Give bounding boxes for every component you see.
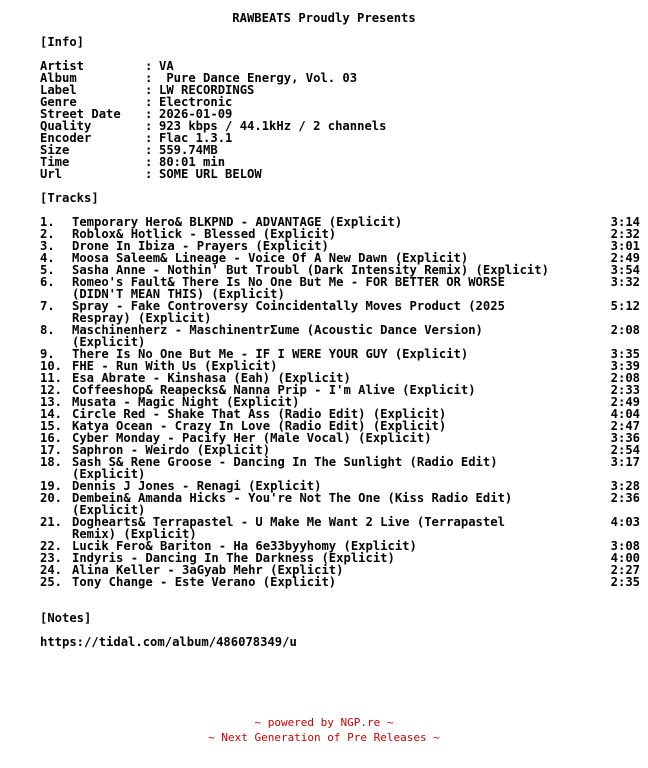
track-title-continued: (Explicit) <box>72 503 146 517</box>
info-colon: : <box>145 59 153 73</box>
track-duration: 2:54 <box>610 443 640 457</box>
track-title: Tony Change - Este Verano (Explicit) <box>72 575 337 589</box>
track-duration: 4:00 <box>610 551 640 565</box>
info-colon: : <box>145 155 153 169</box>
track-duration: 2:08 <box>610 323 640 337</box>
track-title: Cyber Monday - Pacify Her (Male Vocal) (Explicit) <box>72 431 432 445</box>
track-number: 6. <box>40 275 55 289</box>
track-number: 12. <box>40 383 63 397</box>
track-number: 23. <box>40 551 63 565</box>
info-value: Flac 1.3.1 <box>159 131 233 145</box>
info-key: Encoder <box>40 131 92 145</box>
info-section-heading: [Info] <box>40 35 85 49</box>
track-title: Coffeeshop& Reapecks& Nanna Prip - I'm Alive (Explicit) <box>72 383 476 397</box>
track-number: 14. <box>40 407 63 421</box>
track-title: Musata - Magic Night (Explicit) <box>72 395 300 409</box>
track-duration: 2:33 <box>610 383 640 397</box>
info-key: Time <box>40 155 70 169</box>
track-title: Moosa Saleem& Lineage - Voice Of A New Dawn (Explicit) <box>72 251 469 265</box>
track-title: Dembein& Amanda Hicks - You're Not The One (Kiss Radio Edit) <box>72 491 513 505</box>
track-title: Doghearts& Terrapastel - U Make Me Want 2 Live (Terrapastel <box>72 515 505 529</box>
track-number: 7. <box>40 299 55 313</box>
track-duration: 2:36 <box>610 491 640 505</box>
track-number: 13. <box>40 395 63 409</box>
tracks-section-heading: [Tracks] <box>40 191 99 205</box>
track-title: There Is No One But Me - IF I WERE YOUR GUY (Explicit) <box>72 347 469 361</box>
track-number: 17. <box>40 443 63 457</box>
track-title-continued: Respray) (Explicit) <box>72 311 212 325</box>
track-number: 21. <box>40 515 63 529</box>
track-number: 24. <box>40 563 63 577</box>
track-number: 22. <box>40 539 63 553</box>
track-title: Indyris - Dancing In The Darkness (Explicit) <box>72 551 395 565</box>
track-duration: 3:36 <box>610 431 640 445</box>
track-duration: 3:17 <box>610 455 640 469</box>
track-number: 10. <box>40 359 63 373</box>
track-title: Temporary Hero& BLKPND - ADVANTAGE (Explicit) <box>72 215 403 229</box>
track-duration: 2:27 <box>610 563 640 577</box>
info-key: Label <box>40 83 77 97</box>
track-title: Roblox& Hotlick - Blessed (Explicit) <box>72 227 337 241</box>
track-title: Romeo's Fault& There Is No One But Me - FOR BETTER OR WORSE <box>72 275 505 289</box>
track-title-continued: (Explicit) <box>72 467 146 481</box>
info-value: Electronic <box>159 95 233 109</box>
info-colon: : <box>145 143 153 157</box>
track-number: 2. <box>40 227 55 241</box>
track-title: Dennis J Jones - Renagi (Explicit) <box>72 479 322 493</box>
info-value: 2026-01-09 <box>159 107 233 121</box>
track-duration: 2:35 <box>610 575 640 589</box>
footer-tagline: ~ Next Generation of Pre Releases ~ <box>208 731 440 744</box>
info-value: LW RECORDINGS <box>159 83 255 97</box>
track-duration: 3:39 <box>610 359 640 373</box>
track-duration: 3:54 <box>610 263 640 277</box>
info-colon: : <box>145 95 153 109</box>
track-title: Spray - Fake Controversy Coincidentally Moves Product (2025 <box>72 299 505 313</box>
track-title: Sash S& Rene Groose - Dancing In The Sunlight (Radio Edit) <box>72 455 498 469</box>
track-number: 11. <box>40 371 63 385</box>
info-key: Album <box>40 71 77 85</box>
info-value: VA <box>159 59 174 73</box>
info-value: 923 kbps / 44.1kHz / 2 channels <box>159 119 387 133</box>
info-key: Street Date <box>40 107 121 121</box>
track-number: 9. <box>40 347 55 361</box>
track-number: 3. <box>40 239 55 253</box>
track-duration: 3:28 <box>610 479 640 493</box>
track-title: Maschinenherz - MaschinentrΣume (Acoustic Dance Version) <box>72 323 483 337</box>
track-duration: 2:49 <box>610 251 640 265</box>
info-value: Pure Dance Energy, Vol. 03 <box>159 71 358 85</box>
track-number: 19. <box>40 479 63 493</box>
info-key: Url <box>40 167 63 181</box>
track-duration: 3:35 <box>610 347 640 361</box>
info-value: 80:01 min <box>159 155 226 169</box>
info-value: 559.74MB <box>159 143 218 157</box>
track-title: Drone In Ibiza - Prayers (Explicit) <box>72 239 329 253</box>
track-duration: 3:01 <box>610 239 640 253</box>
track-duration: 4:04 <box>610 407 640 421</box>
track-title: FHE - Run With Us (Explicit) <box>72 359 278 373</box>
notes-section-heading: [Notes] <box>40 611 92 625</box>
info-key: Artist <box>40 59 85 73</box>
info-colon: : <box>145 71 153 85</box>
track-title: Lucik Fero& Bariton - Ha 6e33byyhomy (Explicit) <box>72 539 417 553</box>
info-colon: : <box>145 167 153 181</box>
track-duration: 3:14 <box>610 215 640 229</box>
track-title: Sasha Anne - Nothin' But Troubl (Dark Intensity Remix) (Explicit) <box>72 263 549 277</box>
track-number: 5. <box>40 263 55 277</box>
track-duration: 4:03 <box>610 515 640 529</box>
track-row <box>40 576 640 588</box>
info-colon: : <box>145 107 153 121</box>
track-title: Saphron - Weirdo (Explicit) <box>72 443 271 457</box>
release-header: RAWBEATS Proudly Presents <box>232 11 416 25</box>
notes-url: https://tidal.com/album/486078349/u <box>40 635 297 649</box>
track-number: 25. <box>40 575 63 589</box>
info-value: SOME URL BELOW <box>159 167 262 181</box>
info-colon: : <box>145 119 153 133</box>
track-number: 16. <box>40 431 63 445</box>
track-duration: 2:47 <box>610 419 640 433</box>
track-number: 18. <box>40 455 63 469</box>
info-colon: : <box>145 83 153 97</box>
track-title-continued: Remix) (Explicit) <box>72 527 197 541</box>
track-title-continued: (Explicit) <box>72 335 146 349</box>
info-colon: : <box>145 131 153 145</box>
track-number: 8. <box>40 323 55 337</box>
track-duration: 2:32 <box>610 227 640 241</box>
footer-powered-by: ~ powered by NGP.re ~ <box>254 716 394 729</box>
track-number: 4. <box>40 251 55 265</box>
track-duration: 2:08 <box>610 371 640 385</box>
track-title: Esa Abrate - Kinshasa (Eah) (Explicit) <box>72 371 351 385</box>
track-title-continued: (DIDN'T MEAN THIS) (Explicit) <box>72 287 285 301</box>
track-duration: 5:12 <box>610 299 640 313</box>
info-key: Quality <box>40 119 92 133</box>
track-title: Alina Keller - 3aGyab Mehr (Explicit) <box>72 563 344 577</box>
track-number: 1. <box>40 215 55 229</box>
info-key: Genre <box>40 95 77 109</box>
info-key: Size <box>40 143 70 157</box>
track-title: Circle Red - Shake That Ass (Radio Edit) (Explicit) <box>72 407 447 421</box>
track-duration: 3:32 <box>610 275 640 289</box>
track-duration: 2:49 <box>610 395 640 409</box>
track-title: Katya Ocean - Crazy In Love (Radio Edit) (Explicit) <box>72 419 447 433</box>
track-number: 20. <box>40 491 63 505</box>
track-duration: 3:08 <box>610 539 640 553</box>
track-number: 15. <box>40 419 63 433</box>
